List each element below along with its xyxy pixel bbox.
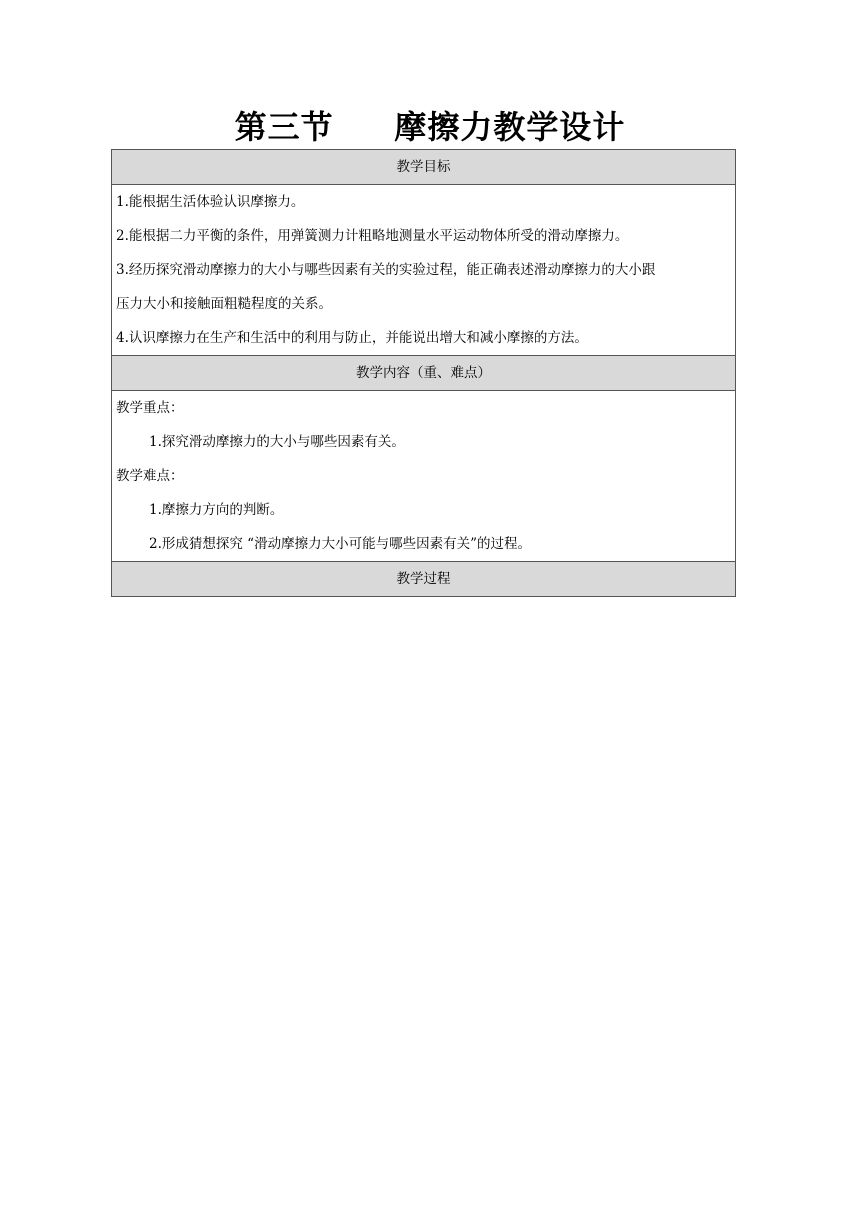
content-header: 教学内容（重、难点）	[112, 356, 735, 391]
key-points-label: 教学重点：	[116, 400, 184, 416]
objective-line-4: 4.认识摩擦力在生产和生活中的利用与防止，并能说出增大和减小摩擦的方法。	[116, 330, 588, 346]
objective-line-3-continued: 压力大小和接触面粗糙程度的关系。	[116, 296, 332, 312]
difficulty-item-2: 2.形成猜想探究 “滑动摩擦力大小可能与哪些因素有关”的过程。	[149, 536, 531, 552]
objectives-content	[112, 185, 735, 356]
objective-line-2: 2.能根据二力平衡的条件，用弹簧测力计粗略地测量水平运动物体所受的滑动摩擦力。	[116, 228, 629, 244]
objective-line-3: 3.经历探究滑动摩擦力的大小与哪些因素有关的实验过程，能正确表述滑动摩擦力的大小跟	[116, 262, 656, 278]
lesson-plan-table	[111, 149, 736, 597]
content-body	[112, 391, 735, 562]
objective-line-1: 1.能根据生活体验认识摩擦力。	[116, 194, 305, 210]
key-point-item: 1.探究滑动摩擦力的大小与哪些因素有关。	[149, 434, 405, 450]
objectives-header: 教学目标	[112, 150, 735, 185]
document-title: 第三节 摩擦力教学设计	[234, 108, 626, 146]
difficulty-item-1: 1.摩擦力方向的判断。	[149, 502, 284, 518]
difficulties-label: 教学难点：	[116, 468, 184, 484]
process-header: 教学过程	[112, 562, 735, 596]
